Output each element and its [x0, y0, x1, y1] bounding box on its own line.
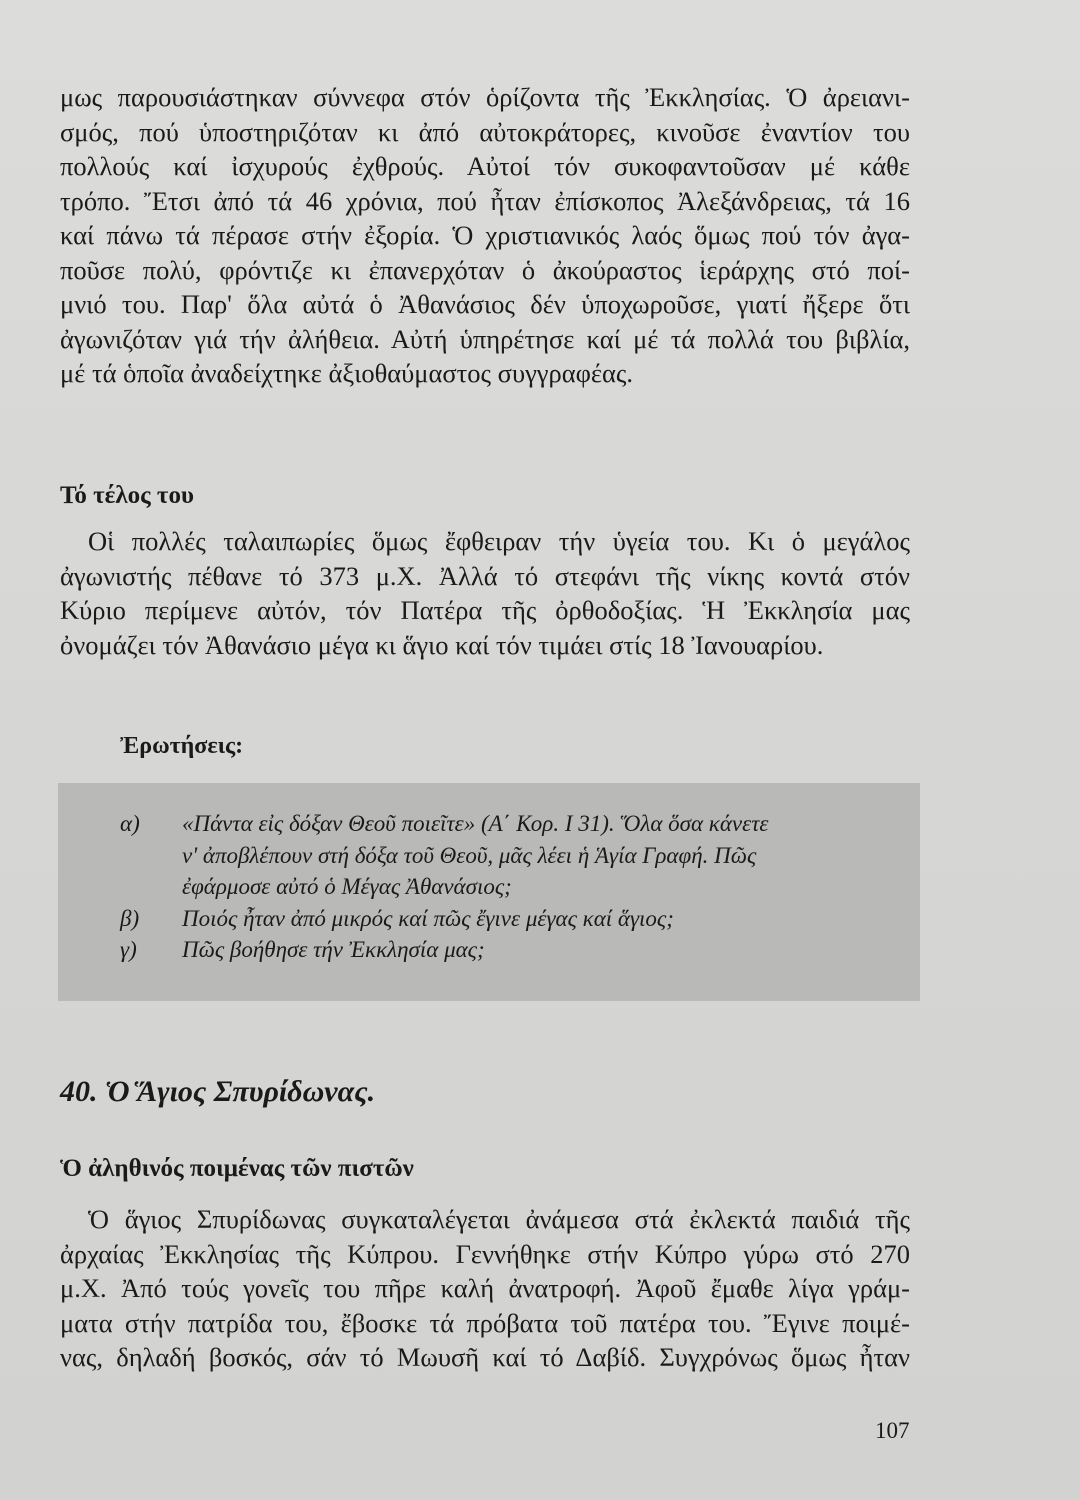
section-heading-true-shepherd: Ὁ ἀληθινός ποιμένας τῶν πιστῶν [60, 1155, 414, 1182]
text-line: σμός, πού ὑποστηριζόταν κι ἀπό αὐτοκράτορες, κινοῦσε ἐναντίον του [60, 116, 910, 147]
text-line: Κύριο περίμενε αὐτόν, τόν Πατέρα τῆς ὀρθοδοξίας. Ἡ Ἐκκλησία μας [60, 595, 910, 625]
text-line: ἀρχαίας Ἐκκλησίας τῆς Κύπρου. Γεννήθηκε στήν Κύπρο γύρω στό 270 [60, 1238, 910, 1269]
text-line: νας, δηλαδή βοσκός, σάν τό Μωυσῆ καί τό Δαβίδ. Συγχρόνως ὅμως ἦταν [60, 1342, 910, 1372]
question-label: β) [120, 905, 140, 931]
question-item [120, 903, 880, 935]
text-line: Οἱ πολλές ταλαιπωρίες ὅμως ἔφθειραν τήν ὑγεία του. Κι ὁ μεγάλος [88, 526, 910, 556]
text-line: ποῦσε πολύ, φρόντιζε κι ἐπανερχόταν ὁ ἀκούραστος ἱεράρχης στό ποί- [60, 254, 910, 285]
questions-heading: Ἐρωτήσεις: [120, 733, 244, 759]
paragraph-saint-spyridon [60, 1202, 910, 1375]
question-line: «Πάντα εἰς δόξαν Θεοῦ ποιεῖτε» (Α΄ Κορ. Ι 31). Ὅλα ὅσα κάνετε [182, 811, 769, 836]
text-line: ματα στήν πατρίδα του, ἔβοσκε τά πρόβατα τοῦ πατέρα του. Ἔγινε ποιμέ- [60, 1307, 910, 1338]
question-line: ἐφάρμοσε αὐτό ὁ Μέγας Ἀθανάσιος; [182, 874, 512, 899]
text-line: ἀγωνιζόταν γιά τήν ἀλήθεια. Αὐτή ὑπηρέτησε καί μέ τά πολλά του βιβλία, [60, 323, 910, 354]
text-line: πολλούς καί ἰσχυρούς ἐχθρούς. Αὐτοί τόν συκοφαντοῦσαν μέ κάθε [60, 151, 910, 181]
question-item [120, 808, 880, 903]
section-heading-his-end: Τό τέλος του [60, 482, 194, 509]
text-line: μως παρουσιάστηκαν σύννεφα στόν ὁρίζοντα τῆς Ἐκκλησίας. Ὁ ἀρειανι- [60, 82, 910, 112]
question-item [120, 934, 880, 966]
chapter-title: 40. Ὁ Ἅγιος Σπυρίδωνας. [60, 1075, 376, 1108]
question-line: ν' ἀποβλέπουν στή δόξα τοῦ Θεοῦ, μᾶς λέει ἡ Ἁγία Γραφή. Πῶς [182, 842, 757, 868]
question-line: Πῶς βοήθησε τήν Ἐκκλησία μας; [182, 937, 485, 962]
question-label: α) [120, 811, 140, 836]
text-line: τρόπο. Ἔτσι ἀπό τά 46 χρόνια, πού ἦταν ἐπίσκοπος Ἀλεξάνδρειας, τά 16 [60, 185, 910, 216]
text-line: ἀγωνιστής πέθανε τό 373 μ.Χ. Ἀλλά τό στεφάνι τῆς νίκης κοντά στόν [60, 560, 910, 591]
question-label: γ) [120, 937, 137, 962]
text-line: μ.Χ. Ἀπό τούς γονεῖς του πῆρε καλή ἀνατροφή. Ἀφοῦ ἔμαθε λίγα γράμ- [60, 1273, 910, 1303]
paragraph-his-end [60, 524, 910, 662]
text-line: μνιό του. Παρ' ὅλα αὐτά ὁ Ἀθανάσιος δέν ὑποχωροῦσε, γιατί ἤξερε ὅτι [60, 289, 910, 319]
text-line: καί πάνω τά πέρασε στήν ἐξορία. Ὁ χριστιανικός λαός ὅμως πού τόν ἀγα- [60, 220, 910, 250]
question-line: Ποιός ἦταν ἀπό μικρός καί πῶς ἔγινε μέγας καί ἅγιος; [182, 905, 674, 931]
text-line: μέ τά ὁποῖα ἀναδείχτηκε ἀξιοθαύμαστος συγγραφέας. [60, 358, 634, 388]
page-number: 107 [875, 1418, 910, 1443]
text-line: Ὁ ἅγιος Σπυρίδωνας συγκαταλέγεται ἀνάμεσα στά ἐκλεκτά παιδιά τῆς [88, 1204, 910, 1234]
questions-list [120, 808, 880, 966]
paragraph-athanasius-exile [60, 80, 910, 391]
text-line: ὀνομάζει τόν Ἀθανάσιο μέγα κι ἅγιο καί τόν τιμάει στίς 18 Ἰανουαρίου. [60, 629, 824, 660]
